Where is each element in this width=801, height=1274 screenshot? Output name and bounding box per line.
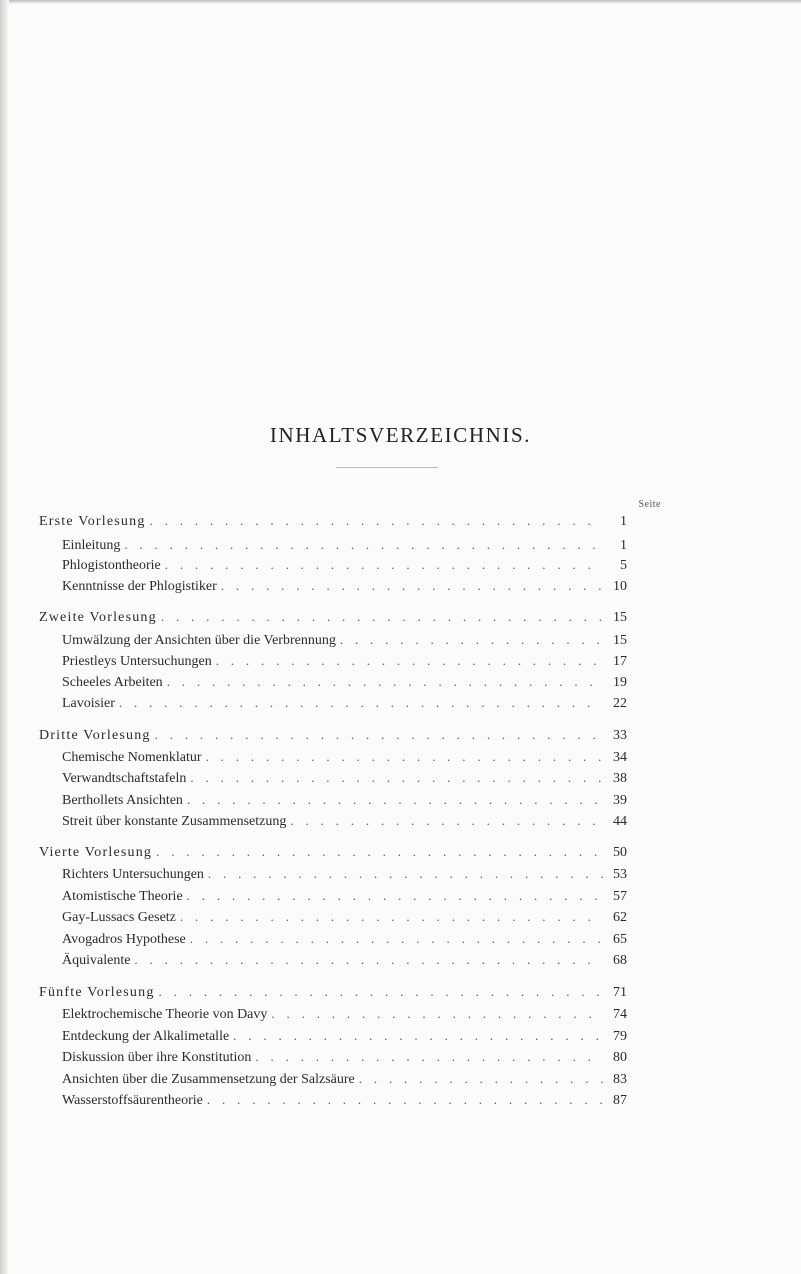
dot-leader <box>187 887 603 905</box>
dot-leader <box>340 631 603 649</box>
dot-leader <box>187 791 603 809</box>
toc-entry-label: Verwandtschaftstafeln <box>62 771 187 786</box>
toc-entry-page-number: 1 <box>620 514 627 529</box>
toc-sub-entry <box>62 1070 627 1089</box>
toc-sub-entry <box>62 1005 627 1024</box>
toc-entry-page-number: 15 <box>613 633 627 648</box>
dot-leader <box>161 608 603 626</box>
toc-sub-entry <box>62 1091 627 1110</box>
toc-entry-page-number: 74 <box>613 1007 627 1022</box>
dot-leader <box>221 577 603 595</box>
toc-entry-label: Priestleys Untersuchungen <box>62 654 212 669</box>
toc-entry-page-number: 44 <box>613 814 627 829</box>
dot-leader <box>156 843 603 861</box>
scan-edge-top <box>0 0 801 4</box>
toc-entry-page-number: 83 <box>613 1072 627 1087</box>
dot-leader <box>359 1070 603 1088</box>
toc-lecture-entry <box>39 512 627 531</box>
toc-entry-page-number: 57 <box>613 889 627 904</box>
toc-entry-page-number: 53 <box>613 867 627 882</box>
dot-leader <box>159 983 603 1001</box>
toc-lecture-entry <box>39 843 627 862</box>
scan-edge-left <box>0 0 9 1274</box>
dot-leader <box>155 726 603 744</box>
toc-entry-label: Dritte Vorlesung <box>39 728 151 743</box>
toc-entry-page-number: 19 <box>613 675 627 690</box>
toc-sub-entry <box>62 631 627 650</box>
toc-entry-label: Zweite Vorlesung <box>39 610 157 625</box>
toc-entry-label: Lavoisier <box>62 696 115 711</box>
dot-leader <box>119 694 603 712</box>
toc-entry-page-number: 65 <box>613 932 627 947</box>
toc-sub-entry <box>62 865 627 884</box>
toc-entry-label: Fünfte Vorlesung <box>39 985 155 1000</box>
toc-entry-page-number: 10 <box>613 579 627 594</box>
toc-sub-entry <box>62 930 627 949</box>
dot-leader <box>290 812 603 830</box>
toc-entry-label: Streit über konstante Zusammensetzung <box>62 814 287 829</box>
toc-entry-label: Diskussion über ihre Konstitution <box>62 1050 252 1065</box>
toc-entry-page-number: 5 <box>620 558 627 573</box>
toc-lecture-entry <box>39 726 627 745</box>
toc-entry-label: Richters Untersuchungen <box>62 867 204 882</box>
toc-sub-entry <box>62 652 627 671</box>
toc-sub-entry <box>62 791 627 810</box>
toc-entry-page-number: 50 <box>613 845 627 860</box>
toc-sub-entry <box>62 1027 627 1046</box>
toc-lecture-entry <box>39 608 627 627</box>
toc-sub-entry <box>62 577 627 596</box>
toc-entry-page-number: 87 <box>613 1093 627 1108</box>
toc-entry-page-number: 68 <box>613 953 627 968</box>
dot-leader <box>165 556 603 574</box>
toc-entry-label: Einleitung <box>62 538 121 553</box>
toc-entry-page-number: 17 <box>613 654 627 669</box>
dot-leader <box>206 748 603 766</box>
toc-entry-label: Avogadros Hypothese <box>62 932 186 947</box>
toc-lecture-entry <box>39 983 627 1002</box>
toc-sub-entry <box>62 769 627 788</box>
toc-entry-page-number: 33 <box>613 728 627 743</box>
toc-entry-page-number: 22 <box>613 696 627 711</box>
toc-entry-label: Erste Vorlesung <box>39 514 146 529</box>
dot-leader <box>208 865 603 883</box>
toc-sub-entry <box>62 951 627 970</box>
toc-sub-entry <box>62 887 627 906</box>
toc-entry-label: Phlogistontheorie <box>62 558 161 573</box>
toc-entry-label: Kenntnisse der Phlogistiker <box>62 579 217 594</box>
toc-entry-label: Äquivalente <box>62 953 131 968</box>
toc-entry-label: Umwälzung der Ansichten über die Verbrennung <box>62 633 336 648</box>
dot-leader <box>190 769 603 787</box>
toc-entry-label: Chemische Nomenklatur <box>62 750 202 765</box>
toc-entry-label: Elektrochemische Theorie von Davy <box>62 1007 268 1022</box>
toc-entry-page-number: 38 <box>613 771 627 786</box>
toc-sub-entry <box>62 748 627 767</box>
toc-sub-entry <box>62 556 627 575</box>
title-rule <box>336 467 438 468</box>
toc-sub-entry <box>62 673 627 692</box>
toc-entry-label: Entdeckung der Alkalimetalle <box>62 1029 230 1044</box>
dot-leader <box>233 1027 603 1045</box>
toc-entry-page-number: 80 <box>613 1050 627 1065</box>
toc-entry-label: Wasserstoffsäurentheorie <box>62 1093 203 1108</box>
toc-entry-label: Berthollets Ansichten <box>62 793 183 808</box>
dot-leader <box>180 908 603 926</box>
toc-sub-entry <box>62 908 627 927</box>
toc-sub-entry <box>62 812 627 831</box>
toc-entry-page-number: 39 <box>613 793 627 808</box>
dot-leader <box>134 951 603 969</box>
page-column-label: Seite <box>638 499 661 510</box>
dot-leader <box>216 652 603 670</box>
dot-leader <box>190 930 603 948</box>
dot-leader <box>150 512 603 530</box>
toc-entry-page-number: 34 <box>613 750 627 765</box>
dot-leader <box>167 673 603 691</box>
toc-sub-entry <box>62 694 627 713</box>
toc-entry-page-number: 71 <box>613 985 627 1000</box>
toc-entry-label: Scheeles Arbeiten <box>62 675 163 690</box>
toc-entry-label: Gay-Lussacs Gesetz <box>62 910 176 925</box>
toc-sub-entry <box>62 536 627 555</box>
page-title: INHALTSVERZEICHNIS. <box>269 423 532 447</box>
toc-entry-label: Atomistische Theorie <box>62 889 183 904</box>
toc-entry-label: Ansichten über die Zusammensetzung der Salzsäure <box>62 1072 355 1087</box>
dot-leader <box>271 1005 603 1023</box>
dot-leader <box>124 536 603 554</box>
toc-entry-page-number: 62 <box>613 910 627 925</box>
toc-entry-page-number: 79 <box>613 1029 627 1044</box>
dot-leader <box>207 1091 603 1109</box>
toc-entry-page-number: 15 <box>613 610 627 625</box>
dot-leader <box>255 1048 603 1066</box>
toc-sub-entry <box>62 1048 627 1067</box>
toc-entry-page-number: 1 <box>620 538 627 553</box>
toc-entry-label: Vierte Vorlesung <box>39 845 153 860</box>
